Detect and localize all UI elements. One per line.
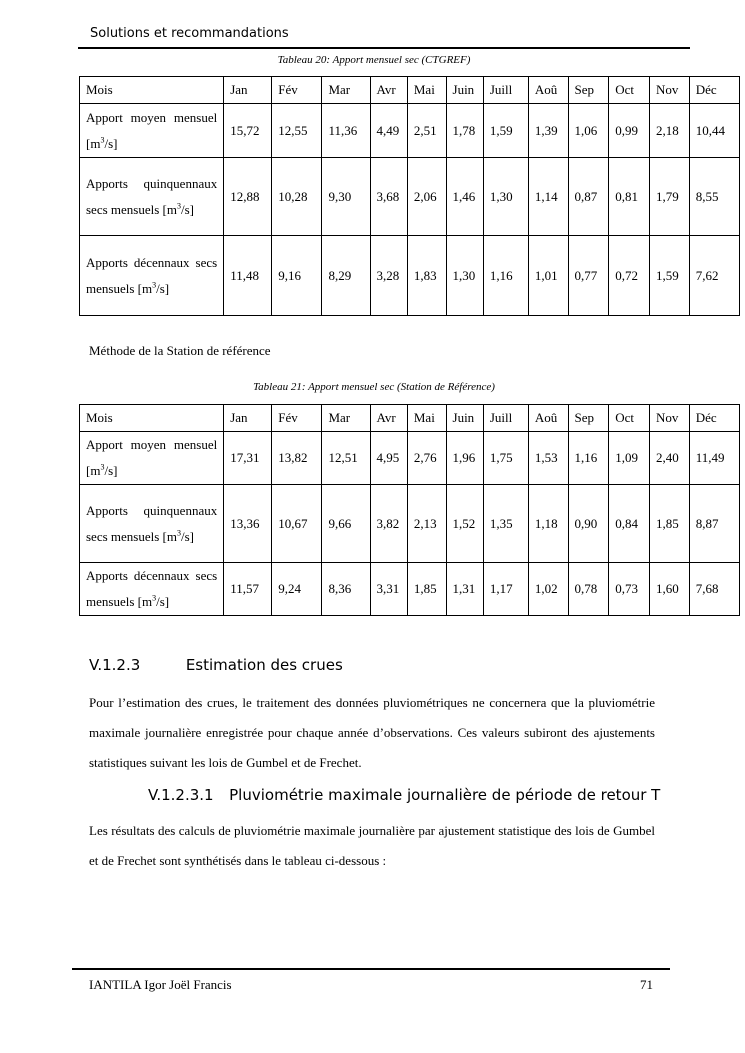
table-cell: 2,51 bbox=[407, 104, 446, 158]
row-label-text: Apport moyen mensuel [m bbox=[86, 437, 218, 478]
column-header-mois: Mois bbox=[80, 77, 224, 104]
table-cell: 0,78 bbox=[568, 563, 609, 616]
table-cell: 1,75 bbox=[483, 432, 528, 485]
table-cell: 8,55 bbox=[689, 158, 739, 236]
table-cell: 11,49 bbox=[689, 432, 739, 485]
table-row bbox=[80, 236, 740, 316]
table-cell: 1,79 bbox=[650, 158, 690, 236]
table-header-row bbox=[80, 405, 740, 432]
row-label-text: Apports quinquennaux secs mensuels [m bbox=[86, 502, 218, 544]
table-cell: 9,30 bbox=[322, 158, 370, 236]
table-cell: 12,88 bbox=[224, 158, 272, 236]
table-cell: 1,31 bbox=[446, 563, 483, 616]
table-cell: 1,01 bbox=[528, 236, 568, 316]
table-row bbox=[80, 485, 740, 563]
column-header-month: Mai bbox=[407, 77, 446, 104]
column-header-month: Juin bbox=[446, 77, 483, 104]
column-header-month: Mai bbox=[407, 405, 446, 432]
row-label bbox=[80, 432, 224, 485]
table20 bbox=[79, 76, 740, 316]
table-cell: 1,02 bbox=[528, 563, 568, 616]
table-cell: 1,17 bbox=[483, 563, 528, 616]
table20-caption: Tableau 20: Apport mensuel sec (CTGREF) bbox=[277, 54, 471, 66]
table-cell: 3,68 bbox=[370, 158, 407, 236]
table-cell: 1,85 bbox=[407, 563, 446, 616]
table-cell: 1,96 bbox=[446, 432, 483, 485]
row-label-text: Apport moyen mensuel [m bbox=[86, 109, 218, 151]
table-cell: 3,28 bbox=[370, 236, 407, 316]
table-row bbox=[80, 432, 740, 485]
unit-exponent: 3 bbox=[152, 593, 157, 603]
column-header-month: Nov bbox=[650, 77, 690, 104]
table-cell: 1,60 bbox=[650, 563, 690, 616]
table-cell: 11,36 bbox=[322, 104, 370, 158]
table-cell: 1,06 bbox=[568, 104, 609, 158]
section-heading bbox=[89, 656, 343, 674]
row-label-unit: /s] bbox=[156, 280, 170, 296]
paragraph-1: Pour l’estimation des crues, le traitement des données pluviométriques ne concernera que la pluviométrie maximale journalière enregistrée pour chaque année d’observations. Ces valeurs subiront des ajustements statistiques suivant les lois de Gumbel et de Frechet. bbox=[89, 695, 655, 770]
table-cell: 7,62 bbox=[689, 236, 739, 316]
table-cell: 1,09 bbox=[609, 432, 650, 485]
page-number: 71 bbox=[640, 977, 653, 992]
subsection-number: V.1.2.3.1 bbox=[148, 786, 214, 804]
column-header-month: Mar bbox=[322, 77, 370, 104]
table-cell: 2,18 bbox=[650, 104, 690, 158]
table-cell: 8,29 bbox=[322, 236, 370, 316]
column-header-month: Sep bbox=[568, 405, 609, 432]
column-header-month: Déc bbox=[689, 77, 739, 104]
table-cell: 1,83 bbox=[407, 236, 446, 316]
row-label bbox=[80, 236, 224, 316]
row-label bbox=[80, 485, 224, 563]
table-cell: 1,78 bbox=[446, 104, 483, 158]
table-cell: 1,35 bbox=[483, 485, 528, 563]
table-cell: 0,90 bbox=[568, 485, 609, 563]
table-cell: 11,57 bbox=[224, 563, 272, 616]
table-cell: 15,72 bbox=[224, 104, 272, 158]
column-header-month: Juin bbox=[446, 405, 483, 432]
table21 bbox=[79, 404, 740, 616]
row-label bbox=[80, 563, 224, 616]
table-cell: 17,31 bbox=[224, 432, 272, 485]
footer-author: IANTILA Igor Joël Francis bbox=[89, 977, 232, 992]
table-cell: 0,87 bbox=[568, 158, 609, 236]
column-header-month: Avr bbox=[370, 405, 407, 432]
table-cell: 10,44 bbox=[689, 104, 739, 158]
subsection-title: Pluviométrie maximale journalière de période de retour T bbox=[229, 786, 661, 804]
method-text: Méthode de la Station de référence bbox=[89, 343, 271, 358]
column-header-month: Fév bbox=[272, 405, 322, 432]
row-label-unit: /s] bbox=[180, 528, 194, 544]
section-number: V.1.2.3 bbox=[89, 656, 141, 674]
table-cell: 2,76 bbox=[407, 432, 446, 485]
table-cell: 12,55 bbox=[272, 104, 322, 158]
table-cell: 9,24 bbox=[272, 563, 322, 616]
unit-exponent: 3 bbox=[100, 135, 105, 145]
table-cell: 0,77 bbox=[568, 236, 609, 316]
column-header-month: Avr bbox=[370, 77, 407, 104]
table-cell: 1,16 bbox=[483, 236, 528, 316]
table-cell: 11,48 bbox=[224, 236, 272, 316]
table-cell: 1,14 bbox=[528, 158, 568, 236]
row-label-unit: /s] bbox=[156, 594, 170, 609]
column-header-month: Déc bbox=[689, 405, 739, 432]
table-row bbox=[80, 563, 740, 616]
unit-exponent: 3 bbox=[100, 462, 105, 472]
table-cell: 1,30 bbox=[483, 158, 528, 236]
row-label-text: Apports décennaux secs mensuels [m bbox=[86, 568, 218, 609]
section-title: Estimation des crues bbox=[185, 656, 343, 674]
table-cell: 0,81 bbox=[609, 158, 650, 236]
table-cell: 1,46 bbox=[446, 158, 483, 236]
column-header-month: Mar bbox=[322, 405, 370, 432]
row-label bbox=[80, 104, 224, 158]
subsection-heading bbox=[148, 786, 660, 804]
table-cell: 13,82 bbox=[272, 432, 322, 485]
column-header-month: Juill bbox=[483, 405, 528, 432]
column-header-month: Aoû bbox=[528, 77, 568, 104]
column-header-month: Aoû bbox=[528, 405, 568, 432]
table-cell: 4,95 bbox=[370, 432, 407, 485]
table-cell: 0,84 bbox=[609, 485, 650, 563]
table-cell: 1,18 bbox=[528, 485, 568, 563]
row-label-unit: /s] bbox=[104, 463, 118, 478]
table-cell: 8,36 bbox=[322, 563, 370, 616]
table-cell: 1,16 bbox=[568, 432, 609, 485]
table-cell: 9,16 bbox=[272, 236, 322, 316]
column-header-month: Sep bbox=[568, 77, 609, 104]
table-header-row bbox=[80, 77, 740, 104]
table-cell: 13,36 bbox=[224, 485, 272, 563]
table-cell: 4,49 bbox=[370, 104, 407, 158]
table-cell: 1,53 bbox=[528, 432, 568, 485]
column-header-month: Nov bbox=[650, 405, 690, 432]
table-cell: 1,30 bbox=[446, 236, 483, 316]
table-cell: 10,67 bbox=[272, 485, 322, 563]
table-cell: 2,40 bbox=[650, 432, 690, 485]
row-label-text: Apports décennaux secs mensuels [m bbox=[86, 254, 218, 296]
table-cell: 1,59 bbox=[650, 236, 690, 316]
unit-exponent: 3 bbox=[176, 201, 181, 211]
footer-rule bbox=[72, 968, 670, 970]
table-cell: 2,06 bbox=[407, 158, 446, 236]
column-header-month: Jan bbox=[224, 77, 272, 104]
table-cell: 1,39 bbox=[528, 104, 568, 158]
table-cell: 8,87 bbox=[689, 485, 739, 563]
table-cell: 7,68 bbox=[689, 563, 739, 616]
table-row bbox=[80, 104, 740, 158]
table-cell: 1,59 bbox=[483, 104, 528, 158]
table-cell: 0,72 bbox=[609, 236, 650, 316]
table-cell: 3,31 bbox=[370, 563, 407, 616]
table21-caption: Tableau 21: Apport mensuel sec (Station de Référence) bbox=[253, 381, 495, 393]
row-label-unit: /s] bbox=[180, 201, 194, 217]
unit-exponent: 3 bbox=[176, 528, 181, 538]
table-cell: 1,85 bbox=[650, 485, 690, 563]
row-label bbox=[80, 158, 224, 236]
row-label-text: Apports quinquennaux secs mensuels [m bbox=[86, 175, 218, 217]
table-cell: 1,52 bbox=[446, 485, 483, 563]
unit-exponent: 3 bbox=[152, 280, 157, 290]
table-cell: 0,99 bbox=[609, 104, 650, 158]
column-header-mois: Mois bbox=[80, 405, 224, 432]
table-cell: 2,13 bbox=[407, 485, 446, 563]
table-row bbox=[80, 158, 740, 236]
table-cell: 9,66 bbox=[322, 485, 370, 563]
table-cell: 10,28 bbox=[272, 158, 322, 236]
column-header-month: Oct bbox=[609, 77, 650, 104]
table-cell: 12,51 bbox=[322, 432, 370, 485]
column-header-month: Jan bbox=[224, 405, 272, 432]
row-label-unit: /s] bbox=[104, 135, 118, 151]
running-header: Solutions et recommandations bbox=[90, 26, 289, 41]
column-header-month: Oct bbox=[609, 405, 650, 432]
paragraph-2: Les résultats des calculs de pluviométrie maximale journalière par ajustement statistique des lois de Gumbel et de Frechet sont synthétisés dans le tableau ci-dessous : bbox=[89, 823, 655, 868]
column-header-month: Fév bbox=[272, 77, 322, 104]
table-cell: 0,73 bbox=[609, 563, 650, 616]
header-rule bbox=[78, 47, 690, 49]
column-header-month: Juill bbox=[483, 77, 528, 104]
table-cell: 3,82 bbox=[370, 485, 407, 563]
